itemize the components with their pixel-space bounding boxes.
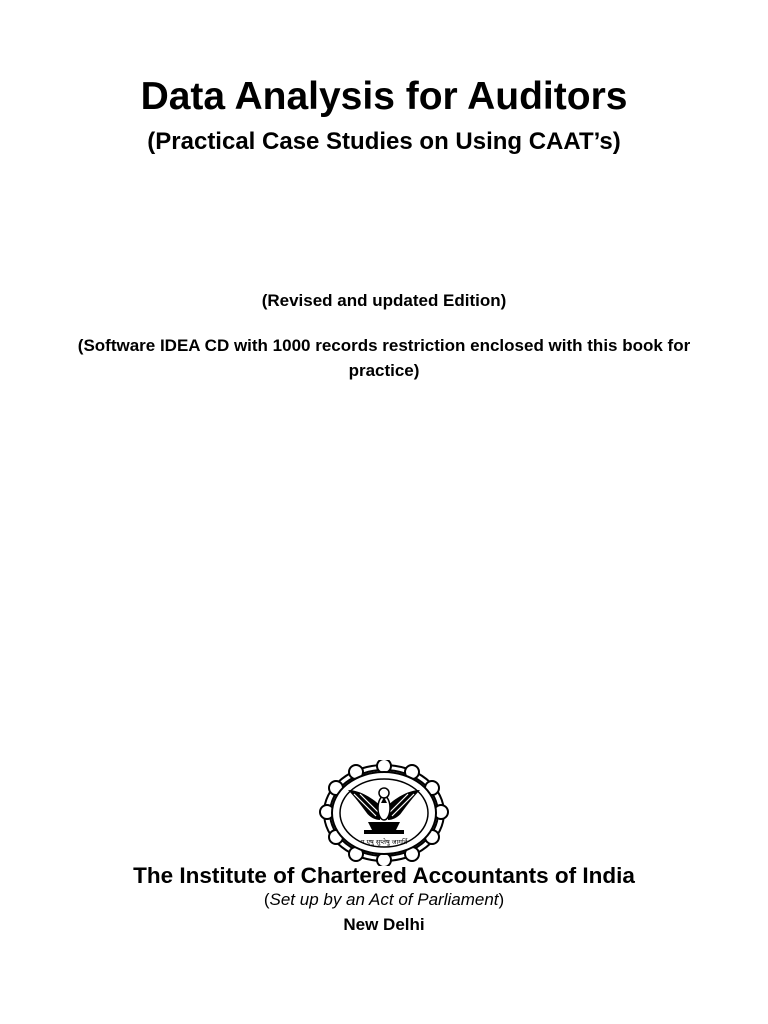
edition-note: (Revised and updated Edition) — [261, 291, 507, 310]
emblem-motto: य एषु सुप्तेषु जागर्ति — [360, 838, 408, 846]
publisher-city: New Delhi — [343, 915, 425, 934]
publisher-charter: (Set up by an Act of Parliament) — [263, 890, 505, 909]
software-note: (Software IDEA CD with 1000 records restriction enclosed with this book for practice) — [77, 336, 691, 380]
book-subtitle: (Practical Case Studies on Using CAAT’s) — [147, 128, 621, 155]
book-title: Data Analysis for Auditors — [140, 75, 628, 118]
publisher-name: The Institute of Chartered Accountants of India — [133, 863, 635, 888]
publisher-charter-text: Set up by an Act of Parliament — [269, 890, 499, 909]
icai-emblem-icon — [318, 760, 450, 866]
